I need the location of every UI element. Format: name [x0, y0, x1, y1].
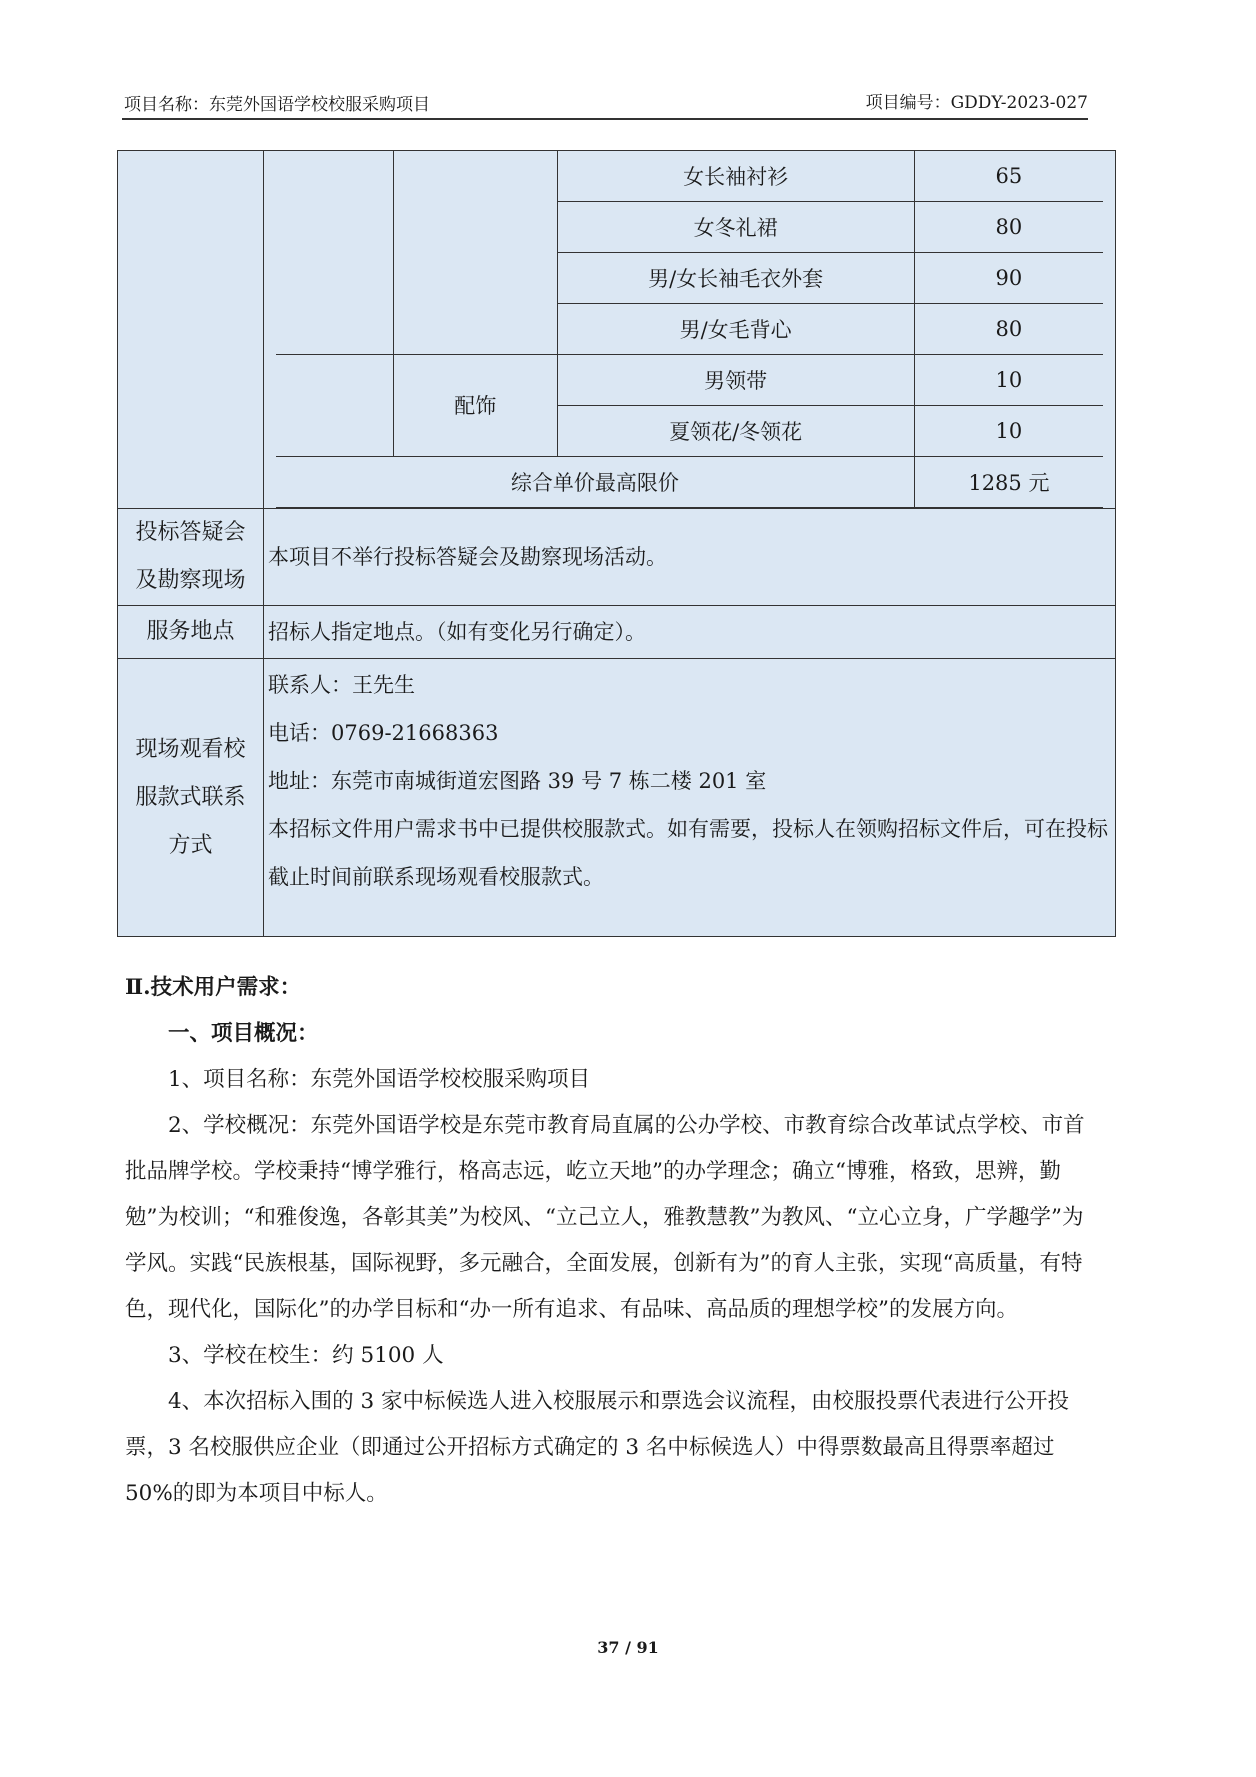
price-value: 80	[914, 201, 1103, 252]
info-table	[117, 150, 1116, 937]
qa-label	[118, 509, 264, 606]
contact-label-line: 现场观看校	[135, 736, 246, 762]
price-table	[276, 151, 1103, 508]
contact-content	[264, 659, 1116, 937]
price-item: 女冬礼裙	[557, 201, 914, 252]
project-name: 项目名称：东莞外国语学校校服采购项目	[124, 95, 430, 115]
accessory-label: 配饰	[393, 354, 557, 456]
paragraph: 3、学校在校生：约 5100 人	[168, 1343, 444, 1368]
service-label: 服务地点	[118, 606, 264, 659]
price-item: 夏领花/冬领花	[557, 405, 914, 456]
contact-note: 本招标文件用户需求书中已提供校服款式。如有需要，投标人在领购招标文件后，可在投标截止时间前联系现场观看校服款式。	[268, 817, 1108, 889]
contact-phone: 电话：0769-21668363	[268, 721, 499, 745]
total-label: 综合单价最高限价	[276, 456, 914, 507]
qa-content: 本项目不举行投标答疑会及勘察现场活动。	[264, 509, 1116, 606]
price-table-cell	[264, 151, 1116, 509]
contact-label	[118, 659, 264, 937]
category-cell	[276, 151, 393, 354]
page-header	[122, 80, 1088, 120]
sub-title: 一、项目概况：	[168, 1021, 319, 1046]
contact-label-line: 服款式联系	[135, 784, 246, 810]
contact-label-line: 方式	[168, 832, 213, 858]
paragraph: 2、学校概况：东莞外国语学校是东莞市教育局直属的公办学校、市教育综合改革试点学校、市首批品牌学校。学校秉持“博学雅行，格高志远，屹立天地”的办学理念；确立“博雅，格致，思辨，勤勉”为校训；“和雅俊逸，各彰其美”为校风、“立己立人，雅教慧教”为教风、“立心立身，广学趣学”为学风。实践“民族根基，国际视野，多元融合，全面发展，创新有为”的育人主张，实现“高质量，有特色，现代化，国际化”的办学目标和“办一所有追求、有品味、高品质的理想学校”的发展方向。	[125, 1113, 1085, 1322]
total-value: 1285 元	[914, 456, 1103, 507]
paragraph: 1、项目名称：东莞外国语学校校服采购项目	[168, 1067, 591, 1092]
section-title: Ⅱ.技术用户需求：	[125, 975, 302, 1000]
table-continuation-label	[118, 151, 264, 509]
contact-person: 联系人：王先生	[268, 673, 415, 697]
qa-label-line: 及勘察现场	[135, 568, 246, 593]
price-item: 男领带	[557, 354, 914, 405]
price-value: 10	[914, 405, 1103, 456]
page-number: 37 / 91	[597, 1638, 659, 1657]
paragraph: 4、本次招标入围的 3 家中标候选人进入校服展示和票选会议流程，由校服投票代表进行公开投票，3 名校服供应企业（即通过公开招标方式确定的 3 名中标候选人）中得票数最高且得票率超过 50%的即为本项目中标人。	[125, 1389, 1070, 1506]
qa-label-line: 投标答疑会	[135, 520, 246, 545]
project-code: 项目编号：GDDY-2023-027	[865, 93, 1088, 113]
price-item: 男/女毛背心	[557, 303, 914, 354]
price-value: 80	[914, 303, 1103, 354]
service-content: 招标人指定地点。（如有变化另行确定）。	[264, 606, 1116, 659]
price-item: 男/女长袖毛衣外套	[557, 252, 914, 303]
body-text	[125, 965, 1093, 1517]
category-cell	[276, 354, 393, 456]
subcategory-cell	[393, 151, 557, 354]
price-value: 10	[914, 354, 1103, 405]
contact-address: 地址：东莞市南城街道宏图路 39 号 7 栋二楼 201 室	[268, 769, 767, 793]
price-item: 女长袖衬衫	[557, 151, 914, 201]
price-value: 90	[914, 252, 1103, 303]
price-value: 65	[914, 151, 1103, 201]
